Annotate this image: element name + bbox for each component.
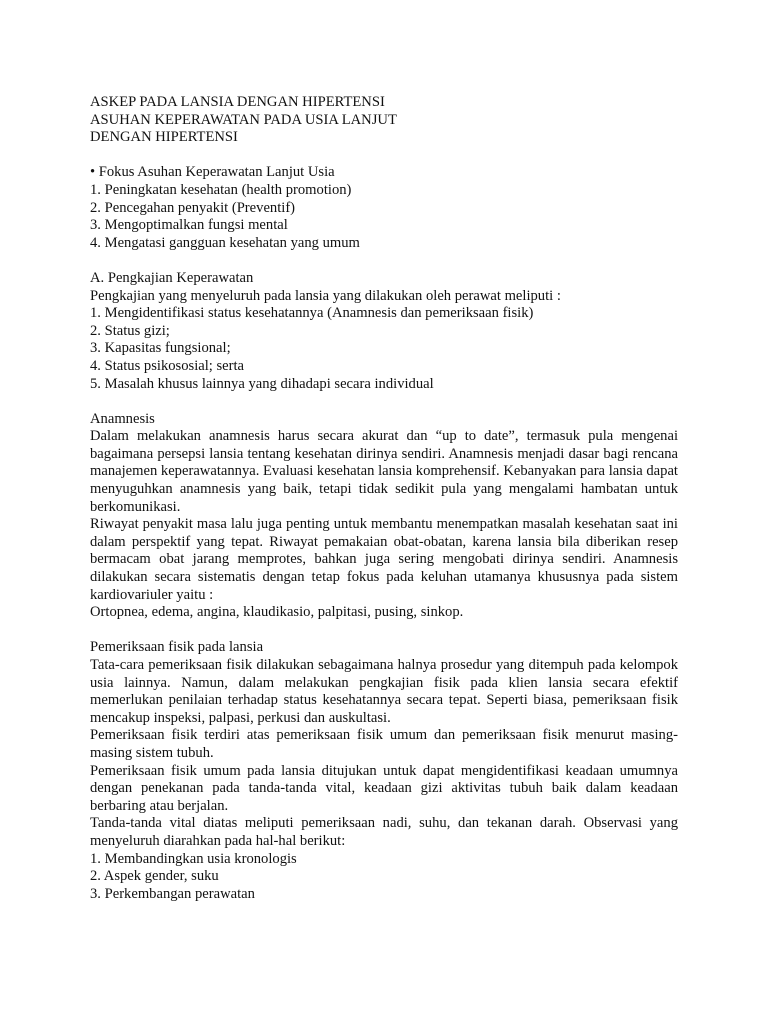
physical-exam-section	[90, 639, 678, 903]
anamnesis-heading: Anamnesis	[90, 410, 155, 427]
physical-exam-paragraph: Tata-cara pemeriksaan fisik dilakukan sebagaimana halnya prosedur yang ditempuh pada kelompok usia lainnya. Namun, dalam melakukan pengkajian fisik pada klien lansia secara efektif memerlukan penilaian terhadap status kesehatannya secara tepat. Seperti biasa, pemeriksaan fisik mencakup inspeksi, palpasi, perkusi dan auskultasi.	[90, 657, 678, 726]
focus-item: 1. Peningkatan kesehatan (health promotion)	[90, 181, 352, 198]
spacer	[90, 147, 678, 165]
anamnesis-section	[90, 411, 678, 622]
physical-exam-item: 1. Membandingkan usia kronologis	[90, 850, 297, 867]
focus-section	[90, 164, 678, 252]
title-line: ASUHAN KEPERAWATAN PADA USIA LANJUT	[90, 111, 397, 128]
focus-item: 4. Mengatasi gangguan kesehatan yang umum	[90, 234, 360, 251]
assessment-item: 3. Kapasitas fungsional;	[90, 340, 231, 357]
physical-exam-paragraph: Tanda-tanda vital diatas meliputi pemeriksaan nadi, suhu, dan tekanan darah. Observasi yang menyeluruh diarahkan pada hal-hal berikut:	[90, 815, 678, 849]
physical-exam-paragraph: Pemeriksaan fisik umum pada lansia ditujukan untuk dapat mengidentifikasi keadaan umumnya dengan penekanan pada tanda-tanda vital, keadaan gizi aktivitas tubuh baik dalam keadaan berbaring atau berjalan.	[90, 762, 678, 814]
assessment-section	[90, 270, 678, 393]
anamnesis-paragraph: Riwayat penyakit masa lalu juga penting untuk membantu menempatkan masalah kesehatan saat ini dalam perspektif yang tepat. Riwayat pemakaian obat-obatan, karena lansia bila diberikan resep bermacam obat jarang memprotes, bahkan juga sering mengobati dirinya sendiri. Anamnesis dilakukan secara sistematis dengan tetap fokus pada keluhan utamanya khususnya pada sistem kardiovariuler yaitu :	[90, 516, 678, 603]
assessment-item: 5. Masalah khusus lainnya yang dihadapi secara individual	[90, 375, 434, 392]
physical-exam-item: 2. Aspek gender, suku	[90, 868, 219, 885]
assessment-item: 2. Status gizi;	[90, 322, 170, 339]
title-line: DENGAN HIPERTENSI	[90, 129, 238, 146]
document-page	[90, 94, 678, 903]
spacer	[90, 393, 678, 411]
document-title	[90, 94, 678, 147]
assessment-heading: A. Pengkajian Keperawatan	[90, 269, 254, 286]
spacer	[90, 252, 678, 270]
assessment-intro: Pengkajian yang menyeluruh pada lansia yang dilakukan oleh perawat meliputi :	[90, 287, 561, 304]
anamnesis-symptoms: Ortopnea, edema, angina, klaudikasio, palpitasi, pusing, sinkop.	[90, 604, 464, 621]
assessment-item: 4. Status psikososial; serta	[90, 357, 245, 374]
spacer	[90, 622, 678, 640]
title-line: ASKEP PADA LANSIA DENGAN HIPERTENSI	[90, 94, 385, 110]
physical-exam-paragraph: Pemeriksaan fisik terdiri atas pemeriksaan fisik umum dan pemeriksaan fisik menurut masing-masing sistem tubuh.	[90, 727, 678, 761]
assessment-item: 1. Mengidentifikasi status kesehatannya (Anamnesis dan pemeriksaan fisik)	[90, 305, 534, 322]
physical-exam-item: 3. Perkembangan perawatan	[90, 885, 255, 902]
focus-item: 3. Mengoptimalkan fungsi mental	[90, 217, 288, 234]
focus-item: 2. Pencegahan penyakit (Preventif)	[90, 199, 296, 216]
anamnesis-paragraph: Dalam melakukan anamnesis harus secara akurat dan “up to date”, termasuk pula mengenai bagaimana persepsi lansia tentang kesehatan dirinya sendiri. Anamnesis menjadi dasar bagi rencana manajemen keperawatannya. Evaluasi kesehatan lansia komprehensif. Kebanyakan para lansia dapat menyuguhkan anamnesis yang baik, tetapi tidak sedikit pula yang mengalami hambatan untuk berkomunikasi.	[90, 428, 678, 515]
physical-exam-heading: Pemeriksaan fisik pada lansia	[90, 639, 264, 656]
focus-heading: • Fokus Asuhan Keperawatan Lanjut Usia	[90, 164, 335, 181]
